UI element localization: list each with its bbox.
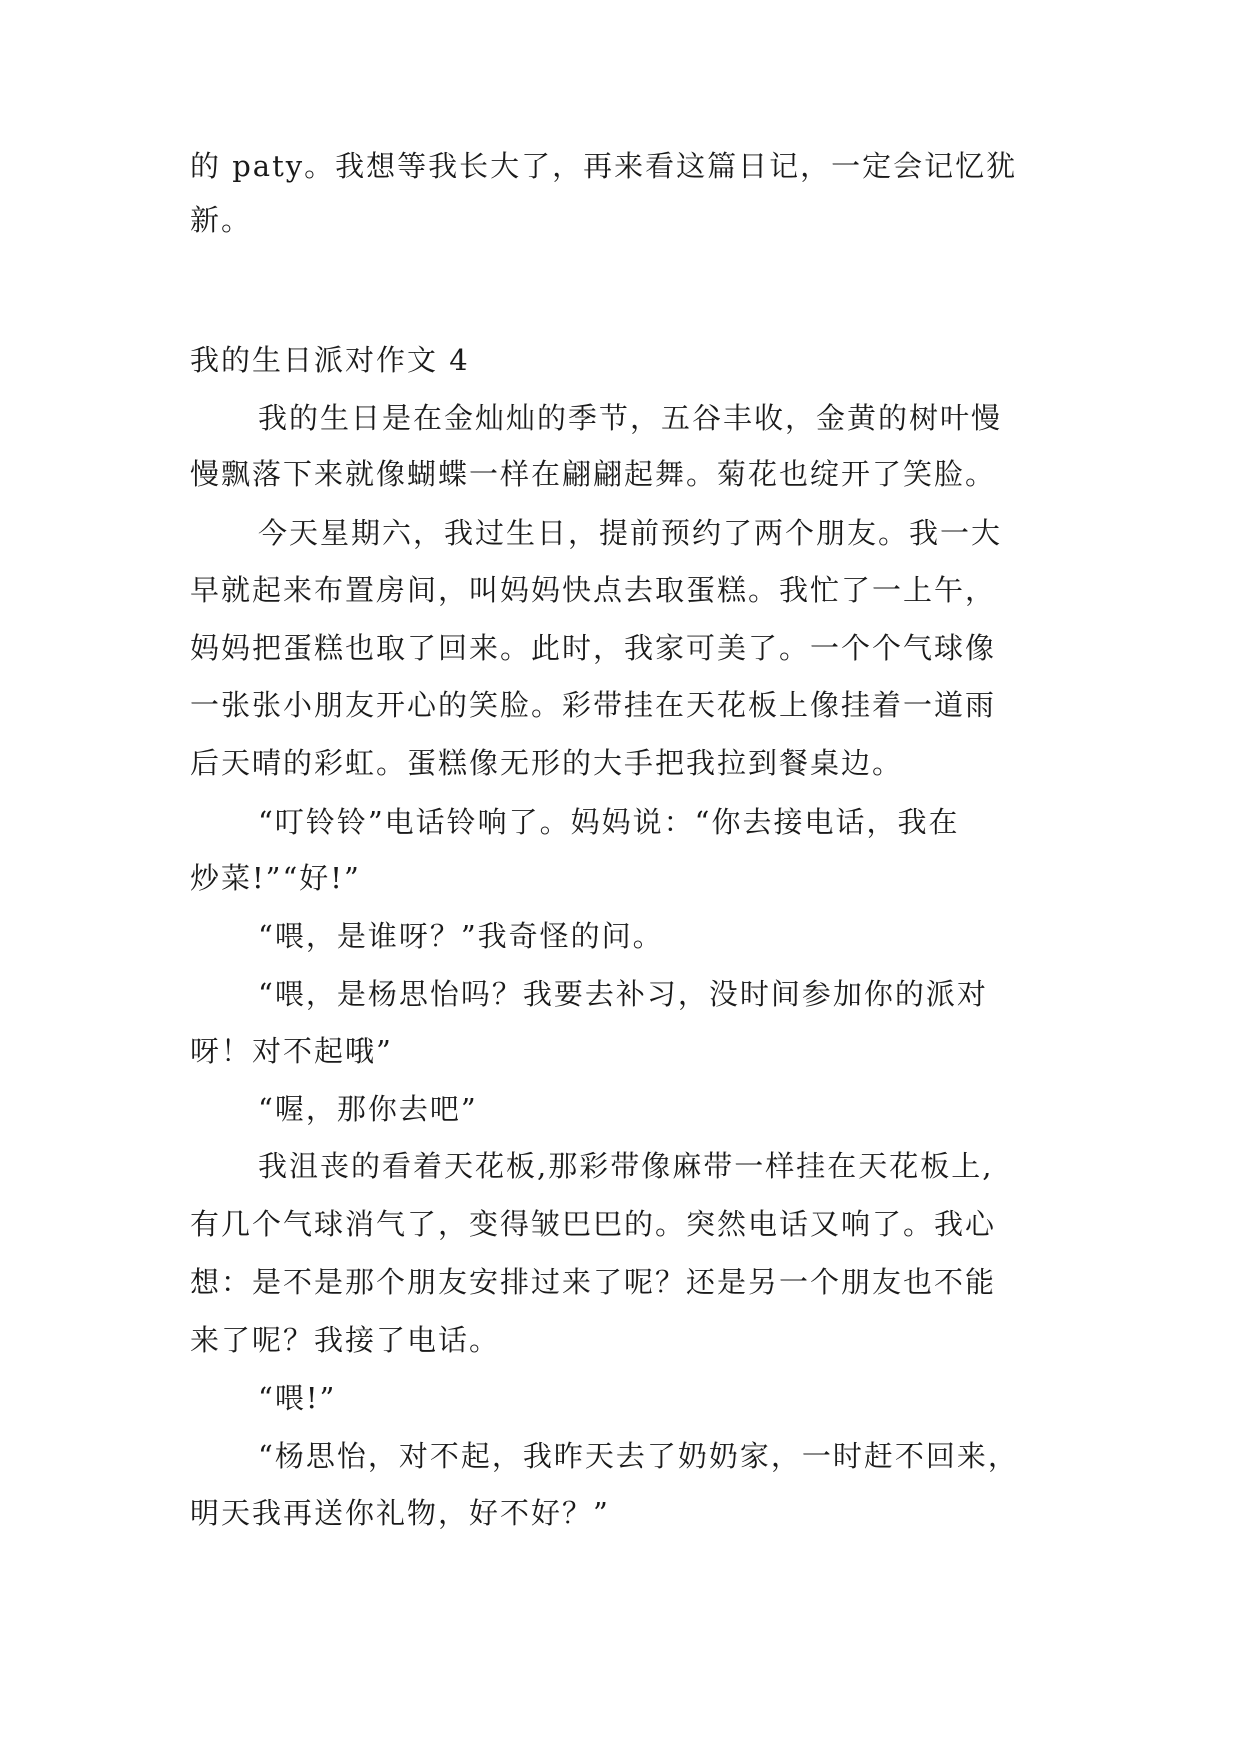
paragraph-line: 炒菜!”“好!”: [190, 861, 361, 895]
paragraph-line: 妈妈把蛋糕也取了回来。此时，我家可美了。一个个气球像: [190, 631, 997, 665]
paragraph-line: “叮铃铃”电话铃响了。妈妈说：“你去接电话，我在: [258, 805, 960, 839]
paragraph-line: “喂，是谁呀？”我奇怪的问。: [258, 919, 664, 953]
paragraph-line: 一张张小朋友开心的笑脸。彩带挂在天花板上像挂着一道雨: [190, 688, 997, 722]
paragraph-line: 早就起来布置房间，叫妈妈快点去取蛋糕。我忙了一上午，: [190, 573, 997, 607]
paragraph-line: 我的生日是在金灿灿的季节，五谷丰收，金黄的树叶慢: [258, 401, 1003, 435]
paragraph-line: “喂!”: [258, 1381, 337, 1415]
paragraph-line: 新。: [190, 203, 253, 237]
paragraph-line: 明天我再送你礼物，好不好？”: [190, 1496, 610, 1530]
paragraph-line: 今天星期六，我过生日，提前预约了两个朋友。我一大: [258, 516, 1003, 550]
paragraph-line: 来了呢？我接了电话。: [190, 1323, 501, 1357]
paragraph-line: 有几个气球消气了，变得皱巴巴的。突然电话又响了。我心: [190, 1207, 997, 1241]
paragraph-line: 我沮丧的看着天花板,那彩带像麻带一样挂在天花板上,: [258, 1149, 994, 1183]
paragraph-line: “喔，那你去吧”: [258, 1092, 478, 1126]
paragraph-line: 的 paty。我想等我长大了，再来看这篇日记，一定会记忆犹: [190, 149, 1018, 183]
paragraph-line: “喂，是杨思怡吗？我要去补习，没时间参加你的派对: [258, 977, 988, 1011]
paragraph-line: 后天晴的彩虹。蛋糕像无形的大手把我拉到餐桌边。: [190, 746, 904, 780]
paragraph-line: 呀！对不起哦”: [190, 1034, 393, 1068]
paragraph-line: 慢飘落下来就像蝴蝶一样在翩翩起舞。菊花也绽开了笑脸。: [190, 457, 997, 491]
paragraph-line: 想：是不是那个朋友安排过来了呢？还是另一个朋友也不能: [190, 1265, 997, 1299]
paragraph-line: “杨思怡，对不起，我昨天去了奶奶家，一时赶不回来，: [258, 1439, 1019, 1473]
section-title: 我的生日派对作文 4: [190, 343, 470, 377]
